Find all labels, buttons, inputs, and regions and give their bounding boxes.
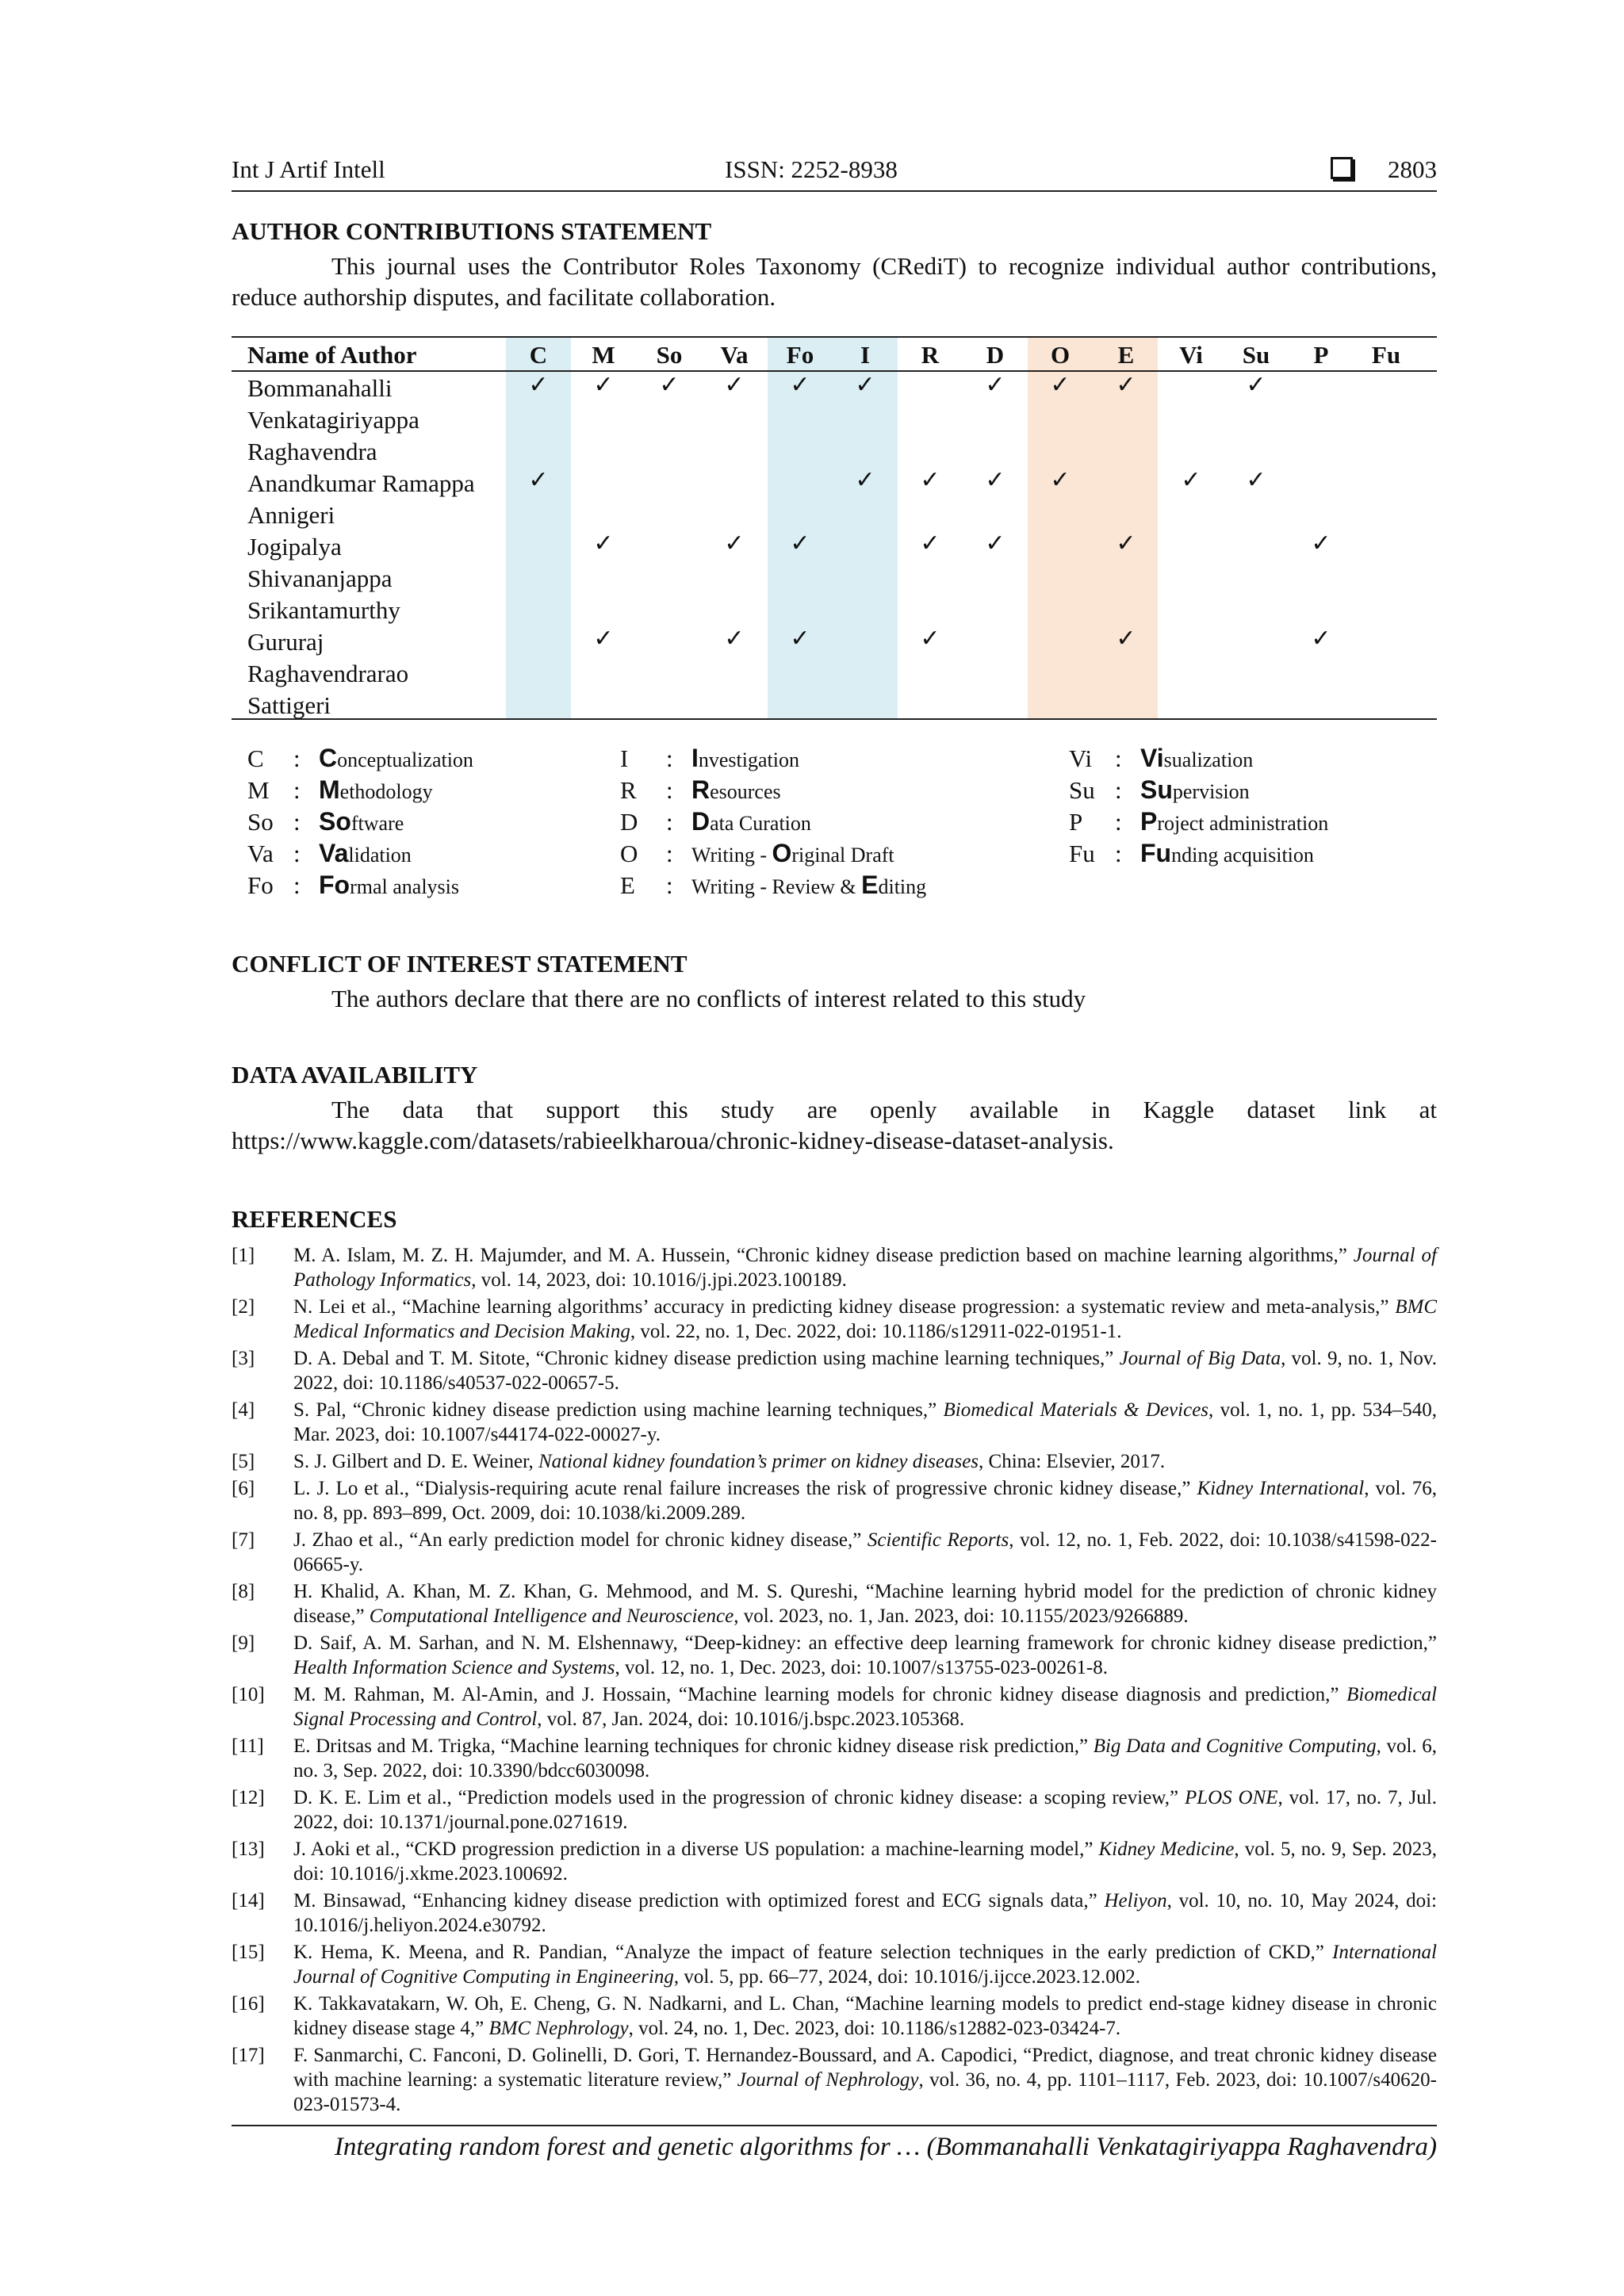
author-name-line: Venkatagiriyappa — [247, 406, 419, 434]
reference-details: , vol. 24, no. 1, Dec. 2023, doi: 10.1186/s12882-023-03424-7. — [628, 2018, 1121, 2039]
check-icon: ✓ — [593, 625, 614, 652]
legend-initial: E — [861, 871, 879, 899]
table-header-fo: Fo — [786, 341, 814, 369]
reference-details: , vol. 22, no. 1, Dec. 2022, doi: 10.1186/s12911-022-01951-1. — [630, 1321, 1122, 1342]
author-name-line: Anandkumar Ramappa — [247, 469, 475, 497]
legend-item — [604, 775, 926, 807]
reference-venue: Biomedical Materials & Devices — [943, 1399, 1209, 1421]
reference-number: [8] — [232, 1581, 255, 1602]
legend-colon: : — [293, 871, 301, 899]
legend-item — [604, 839, 926, 871]
reference-number: [12] — [232, 1787, 265, 1808]
legend-initial: M — [319, 775, 340, 804]
page-number-block — [1331, 155, 1437, 184]
author-name-line: Bommanahalli — [247, 374, 393, 402]
reference-venue: Computational Intelligence and Neuroscience — [369, 1605, 734, 1627]
legend-item — [232, 807, 473, 839]
legend-abbr: Fo — [247, 871, 274, 899]
reference-number: [10] — [232, 1684, 265, 1705]
reference-authors-title: J. Zhao et al., “An early prediction model for chronic kidney disease,” — [293, 1529, 868, 1551]
legend-initial: C — [319, 744, 338, 772]
legend-abbr: Vi — [1069, 744, 1093, 772]
reference-item — [232, 1243, 1437, 1292]
reference-authors-title: F. Sanmarchi, C. Fanconi, D. Golinelli, D. Gori, T. Hernandez-Boussard, and A. Capodici, “Predict, diagnose, and treat chronic kidney disease with machine learning: a systematic literature review,” — [293, 2045, 1437, 2091]
reference-item — [232, 1346, 1437, 1395]
legend-item — [232, 744, 473, 775]
table-header-vi: Vi — [1179, 341, 1203, 369]
reference-item — [232, 1682, 1437, 1732]
check-icon: ✓ — [1116, 530, 1136, 557]
author-name-line: Raghavendra — [247, 438, 377, 465]
references-list — [232, 1243, 1437, 2119]
legend-prefix: Writing - Review & — [691, 875, 862, 898]
running-header — [232, 155, 1437, 192]
author-name-line: Sattigeri — [247, 691, 331, 719]
reference-venue: BMC Nephrology — [488, 2018, 629, 2039]
reference-authors-title: J. Aoki et al., “CKD progression prediction in a diverse US population: a machine-learning model,” — [293, 1839, 1099, 1860]
reference-authors-title: H. Khalid, A. Khan, M. Z. Khan, G. Mehmood, and M. S. Qureshi, “Machine learning hybrid model for the prediction of chronic kidney disease,” — [293, 1581, 1437, 1627]
reference-venue: Heliyon — [1104, 1890, 1167, 1911]
legend-rest: ethodology — [339, 780, 433, 803]
check-icon: ✓ — [920, 466, 940, 494]
reference-authors-title: L. J. Lo et al., “Dialysis-requiring acute renal failure increases the risk of progressive chronic kidney disease,” — [293, 1478, 1197, 1499]
check-icon: ✓ — [920, 625, 940, 652]
author-name-line: Jogipalya — [247, 533, 342, 561]
table-header-va: Va — [720, 341, 749, 369]
reference-item — [232, 1476, 1437, 1525]
conflict-heading: CONFLICT OF INTEREST STATEMENT — [232, 950, 688, 978]
legend-abbr: D — [620, 808, 638, 836]
check-icon: ✓ — [985, 371, 1005, 399]
author-name-line: Shivananjappa — [247, 564, 393, 592]
legend-initial: Vi — [1140, 744, 1164, 772]
table-header-i: I — [860, 341, 871, 369]
reference-authors-title: E. Dritsas and M. Trigka, “Machine learning techniques for chronic kidney disease risk prediction,” — [293, 1735, 1094, 1757]
legend-abbr: I — [620, 744, 629, 772]
legend-colon: : — [666, 808, 673, 836]
reference-number: [9] — [232, 1632, 255, 1654]
journal-name: Int J Artif Intell — [232, 155, 385, 183]
legend-rest: pervision — [1172, 780, 1250, 803]
reference-details: , vol. 6, no. 3, Sep. 2022, doi: 10.3390/bdcc6030098. — [293, 1735, 1438, 1781]
reference-item — [232, 1449, 1437, 1474]
legend-item — [1053, 839, 1328, 871]
legend-rest: ata Curation — [710, 812, 811, 835]
reference-item — [232, 1888, 1437, 1938]
reference-details: , vol. 17, no. 7, Jul. 2022, doi: 10.1371/journal.pone.0271619. — [293, 1787, 1437, 1833]
legend-item — [604, 871, 926, 902]
table-header-m: M — [592, 341, 615, 369]
legend-colon: : — [293, 744, 301, 772]
reference-authors-title: D. A. Debal and T. M. Sitote, “Chronic kidney disease prediction using machine learning techniques,” — [293, 1348, 1120, 1369]
legend-column — [232, 744, 473, 902]
reference-authors-title: M. Binsawad, “Enhancing kidney disease prediction with optimized forest and ECG signals data,” — [293, 1890, 1105, 1911]
reference-item — [232, 1785, 1437, 1835]
check-icon: ✓ — [528, 371, 549, 399]
legend-colon: : — [1115, 840, 1122, 867]
author-name-line: Gururaj — [247, 628, 324, 656]
conflict-text: The authors declare that there are no conflicts of interest related to this study — [331, 985, 1086, 1012]
legend-rest: diting — [878, 875, 927, 898]
legend-initial: P — [1140, 807, 1158, 836]
reference-venue: Biomedical Signal Processing and Control — [293, 1684, 1437, 1730]
reference-venue: Kidney Medicine — [1098, 1839, 1235, 1860]
check-icon: ✓ — [724, 625, 745, 652]
check-icon: ✓ — [1050, 371, 1071, 399]
reference-item — [232, 1528, 1437, 1577]
check-icon: ✓ — [1246, 371, 1266, 399]
legend-prefix: Writing - — [691, 844, 772, 867]
legend-abbr: E — [620, 871, 635, 899]
legend-item — [232, 839, 473, 871]
reference-number: [14] — [232, 1890, 265, 1911]
check-icon: ✓ — [1181, 466, 1201, 494]
author-name-line: Raghavendrarao — [247, 660, 409, 687]
check-icon: ✓ — [855, 371, 875, 399]
reference-item — [232, 1398, 1437, 1447]
legend-rest: onceptualization — [337, 748, 473, 771]
reference-venue: Kidney International — [1197, 1478, 1365, 1499]
table-rule — [232, 336, 1437, 338]
reference-number: [6] — [232, 1478, 255, 1499]
check-icon: ✓ — [1050, 466, 1071, 494]
legend-rest: lidation — [348, 844, 412, 867]
reference-details: , vol. 14, 2023, doi: 10.1016/j.jpi.2023.100189. — [471, 1269, 847, 1291]
reference-number: [17] — [232, 2045, 265, 2066]
reference-number: [13] — [232, 1839, 265, 1860]
check-icon: ✓ — [790, 530, 810, 557]
legend-abbr: So — [247, 808, 274, 836]
check-icon: ✓ — [724, 530, 745, 557]
data-availability-text: The data that support this study are openly available in Kaggle dataset link at https://www.kaggle.com/datasets/rabieelkharoua/chronic-kidney-disease-dataset-analysis. — [232, 1096, 1437, 1154]
running-footer: Integrating random forest and genetic algorithms for … (Bommanahalli Venkatagiriyappa Raghavendra) — [232, 2125, 1437, 2162]
reference-number: [11] — [232, 1735, 264, 1757]
reference-number: [16] — [232, 1993, 265, 2015]
author-name-line: Annigeri — [247, 501, 335, 529]
legend-rest: nvestigation — [698, 748, 799, 771]
reference-venue: International Journal of Cognitive Computing in Engineering — [293, 1942, 1437, 1988]
legend-item — [1053, 744, 1328, 775]
reference-number: [15] — [232, 1942, 265, 1963]
reference-details: , vol. 87, Jan. 2024, doi: 10.1016/j.bspc.2023.105368. — [537, 1709, 965, 1730]
reference-number: [5] — [232, 1451, 255, 1472]
legend-abbr: P — [1069, 808, 1083, 836]
legend-initial: Va — [319, 839, 349, 867]
legend-abbr: Su — [1069, 776, 1095, 804]
check-icon: ✓ — [593, 371, 614, 399]
legend-initial: Fo — [319, 871, 350, 899]
check-icon: ✓ — [724, 371, 745, 399]
legend-colon: : — [666, 840, 673, 867]
legend-initial: D — [691, 807, 710, 836]
legend-column — [604, 744, 926, 902]
table-header-c: C — [529, 341, 548, 369]
reference-authors-title: N. Lei et al., “Machine learning algorithms’ accuracy in predicting kidney disease progression: a systematic review and meta-analysis,” — [293, 1296, 1396, 1318]
legend-abbr: Va — [247, 840, 274, 867]
check-icon: ✓ — [855, 466, 875, 494]
legend-abbr: M — [247, 776, 270, 804]
table-rule — [232, 718, 1437, 720]
reference-item — [232, 1579, 1437, 1628]
reference-authors-title: S. Pal, “Chronic kidney disease prediction using machine learning techniques,” — [293, 1399, 944, 1421]
legend-initial: So — [319, 807, 351, 836]
reference-number: [7] — [232, 1529, 255, 1551]
reference-venue: Big Data and Cognitive Computing — [1093, 1735, 1377, 1757]
legend-rest: roject administration — [1157, 812, 1329, 835]
legend-item — [1053, 807, 1328, 839]
table-header-p: P — [1313, 341, 1329, 369]
legend-item — [232, 775, 473, 807]
reference-details: , vol. 9, no. 1, Nov. 2022, doi: 10.1186/s40537-022-00657-5. — [293, 1348, 1437, 1394]
reference-item — [232, 1940, 1437, 1989]
check-icon: ✓ — [985, 466, 1005, 494]
legend-item — [1053, 775, 1328, 807]
check-icon: ✓ — [659, 371, 680, 399]
legend-rest: nding acquisition — [1171, 844, 1314, 867]
reference-details: , vol. 2023, no. 1, Jan. 2023, doi: 10.1155/2023/9266889. — [733, 1605, 1189, 1627]
legend-colon: : — [293, 808, 301, 836]
legend-initial: Fu — [1140, 839, 1172, 867]
reference-number: [1] — [232, 1245, 255, 1266]
reference-details: , vol. 36, no. 4, pp. 1101–1117, Feb. 2023, doi: 10.1007/s40620-023-01573-4. — [293, 2069, 1437, 2115]
reference-venue: National kidney foundation’s primer on kidney diseases — [538, 1451, 979, 1472]
legend-rest: riginal Draft — [791, 844, 894, 867]
legend-colon: : — [666, 776, 673, 804]
contributions-text: This journal uses the Contributor Roles Taxonomy (CRediT) to recognize individual author contributions, reduce authorship disputes, and facilitate collaboration. — [232, 252, 1437, 311]
reference-details: , vol. 76, no. 8, pp. 893–899, Oct. 2009, doi: 10.1038/ki.2009.289. — [293, 1478, 1437, 1524]
legend-initial: Su — [1140, 775, 1173, 804]
legend-colon: : — [666, 744, 673, 772]
contributions-table — [232, 336, 1437, 720]
legend-column — [1053, 744, 1328, 871]
legend-colon: : — [1115, 808, 1122, 836]
reference-details: , vol. 1, no. 1, pp. 534–540, Mar. 2023, doi: 10.1007/s44174-022-00027-y. — [293, 1399, 1437, 1445]
reference-authors-title: D. Saif, A. M. Sarhan, and N. M. Elshennawy, “Deep-kidney: an effective deep learning framework for chronic kidney disease prediction,” — [293, 1632, 1437, 1654]
table-header-name: Name of Author — [247, 341, 417, 369]
reference-venue: PLOS ONE — [1184, 1787, 1278, 1808]
legend-colon: : — [1115, 744, 1122, 772]
table-header-r: R — [921, 341, 940, 369]
legend-item — [604, 744, 926, 775]
reference-details: , vol. 10, no. 10, May 2024, doi: 10.1016/j.heliyon.2024.e30792. — [293, 1890, 1437, 1936]
legend-colon: : — [1115, 776, 1122, 804]
reference-venue: BMC Medical Informatics and Decision Making — [293, 1296, 1437, 1342]
legend-colon: : — [293, 776, 301, 804]
check-icon: ✓ — [1246, 466, 1266, 494]
legend-colon: : — [666, 871, 673, 899]
table-header-su: Su — [1242, 341, 1270, 369]
reference-authors-title: K. Takkavatakarn, W. Oh, E. Cheng, G. N. Nadkarni, and L. Chan, “Machine learning models to predict end-stage kidney disease in chronic kidney disease stage 4,” — [293, 1993, 1437, 2039]
table-header-so: So — [656, 341, 683, 369]
reference-details: , vol. 5, pp. 66–77, 2024, doi: 10.1016/j.ijcce.2023.12.002. — [673, 1966, 1140, 1988]
reference-authors-title: K. Hema, K. Meena, and R. Pandian, “Analyze the impact of feature selection techniques in the early prediction of CKD,” — [293, 1942, 1333, 1963]
data-availability-heading: DATA AVAILABILITY — [232, 1061, 478, 1089]
reference-number: [4] — [232, 1399, 255, 1421]
reference-venue: Journal of Big Data — [1119, 1348, 1281, 1369]
square-bullet-icon — [1331, 157, 1353, 179]
reference-number: [2] — [232, 1296, 255, 1318]
check-icon: ✓ — [790, 625, 810, 652]
reference-number: [3] — [232, 1348, 255, 1369]
page-number: 2803 — [1388, 155, 1437, 183]
legend-initial: O — [772, 839, 792, 867]
reference-details: , vol. 12, no. 1, Feb. 2022, doi: 10.1038/s41598-022-06665-y. — [293, 1529, 1437, 1575]
reference-item — [232, 2043, 1437, 2117]
legend-initial: I — [691, 744, 699, 772]
reference-item — [232, 1631, 1437, 1680]
reference-venue: Journal of Nephrology — [737, 2069, 919, 2091]
check-icon: ✓ — [528, 466, 549, 494]
check-icon: ✓ — [1311, 530, 1331, 557]
legend-rest: rmal analysis — [350, 875, 460, 898]
reference-venue: Health Information Science and Systems — [293, 1657, 615, 1678]
reference-item — [232, 1295, 1437, 1344]
issn: ISSN: 2252-8938 — [725, 155, 898, 183]
check-icon: ✓ — [1311, 625, 1331, 652]
reference-venue: Journal of Pathology Informatics — [293, 1245, 1437, 1291]
table-header-d: D — [986, 341, 1005, 369]
legend-rest: sualization — [1163, 748, 1254, 771]
contributions-heading: AUTHOR CONTRIBUTIONS STATEMENT — [232, 217, 712, 245]
legend-abbr: C — [247, 744, 264, 772]
legend-item — [232, 871, 473, 902]
reference-details: , vol. 5, no. 9, Sep. 2023, doi: 10.1016/j.xkme.2023.100692. — [293, 1839, 1437, 1885]
reference-venue: Scientific Reports — [867, 1529, 1009, 1551]
legend-rest: ftware — [350, 812, 404, 835]
check-icon: ✓ — [790, 371, 810, 399]
table-header-o: O — [1050, 341, 1071, 369]
references-heading: REFERENCES — [232, 1205, 397, 1233]
reference-authors-title: M. M. Rahman, M. Al-Amin, and J. Hossain, “Machine learning models for chronic kidney disease diagnosis and prediction,” — [293, 1684, 1347, 1705]
check-icon: ✓ — [920, 530, 940, 557]
legend-item — [604, 807, 926, 839]
check-icon: ✓ — [1116, 625, 1136, 652]
reference-authors-title: M. A. Islam, M. Z. H. Majumder, and M. A. Hussein, “Chronic kidney disease prediction based on machine learning algorithms,” — [293, 1245, 1354, 1266]
check-icon: ✓ — [593, 530, 614, 557]
table-header-fu: Fu — [1371, 341, 1401, 369]
check-icon: ✓ — [985, 530, 1005, 557]
reference-details: , China: Elsevier, 2017. — [979, 1451, 1166, 1472]
check-icon: ✓ — [1116, 371, 1136, 399]
author-name-line: Srikantamurthy — [247, 596, 400, 624]
reference-authors-title: D. K. E. Lim et al., “Prediction models used in the progression of chronic kidney disease: a scoping review,” — [293, 1787, 1185, 1808]
table-header-e: E — [1117, 341, 1135, 369]
legend-abbr: Fu — [1069, 840, 1095, 867]
legend-rest: esources — [710, 780, 781, 803]
reference-item — [232, 1837, 1437, 1886]
legend-colon: : — [293, 840, 301, 867]
reference-item — [232, 1992, 1437, 2041]
legend-abbr: R — [620, 776, 637, 804]
reference-details: , vol. 12, no. 1, Dec. 2023, doi: 10.1007/s13755-023-00261-8. — [615, 1657, 1108, 1678]
legend-initial: R — [691, 775, 710, 804]
reference-authors-title: S. J. Gilbert and D. E. Weiner, — [293, 1451, 538, 1472]
legend-abbr: O — [620, 840, 638, 867]
reference-item — [232, 1734, 1437, 1783]
